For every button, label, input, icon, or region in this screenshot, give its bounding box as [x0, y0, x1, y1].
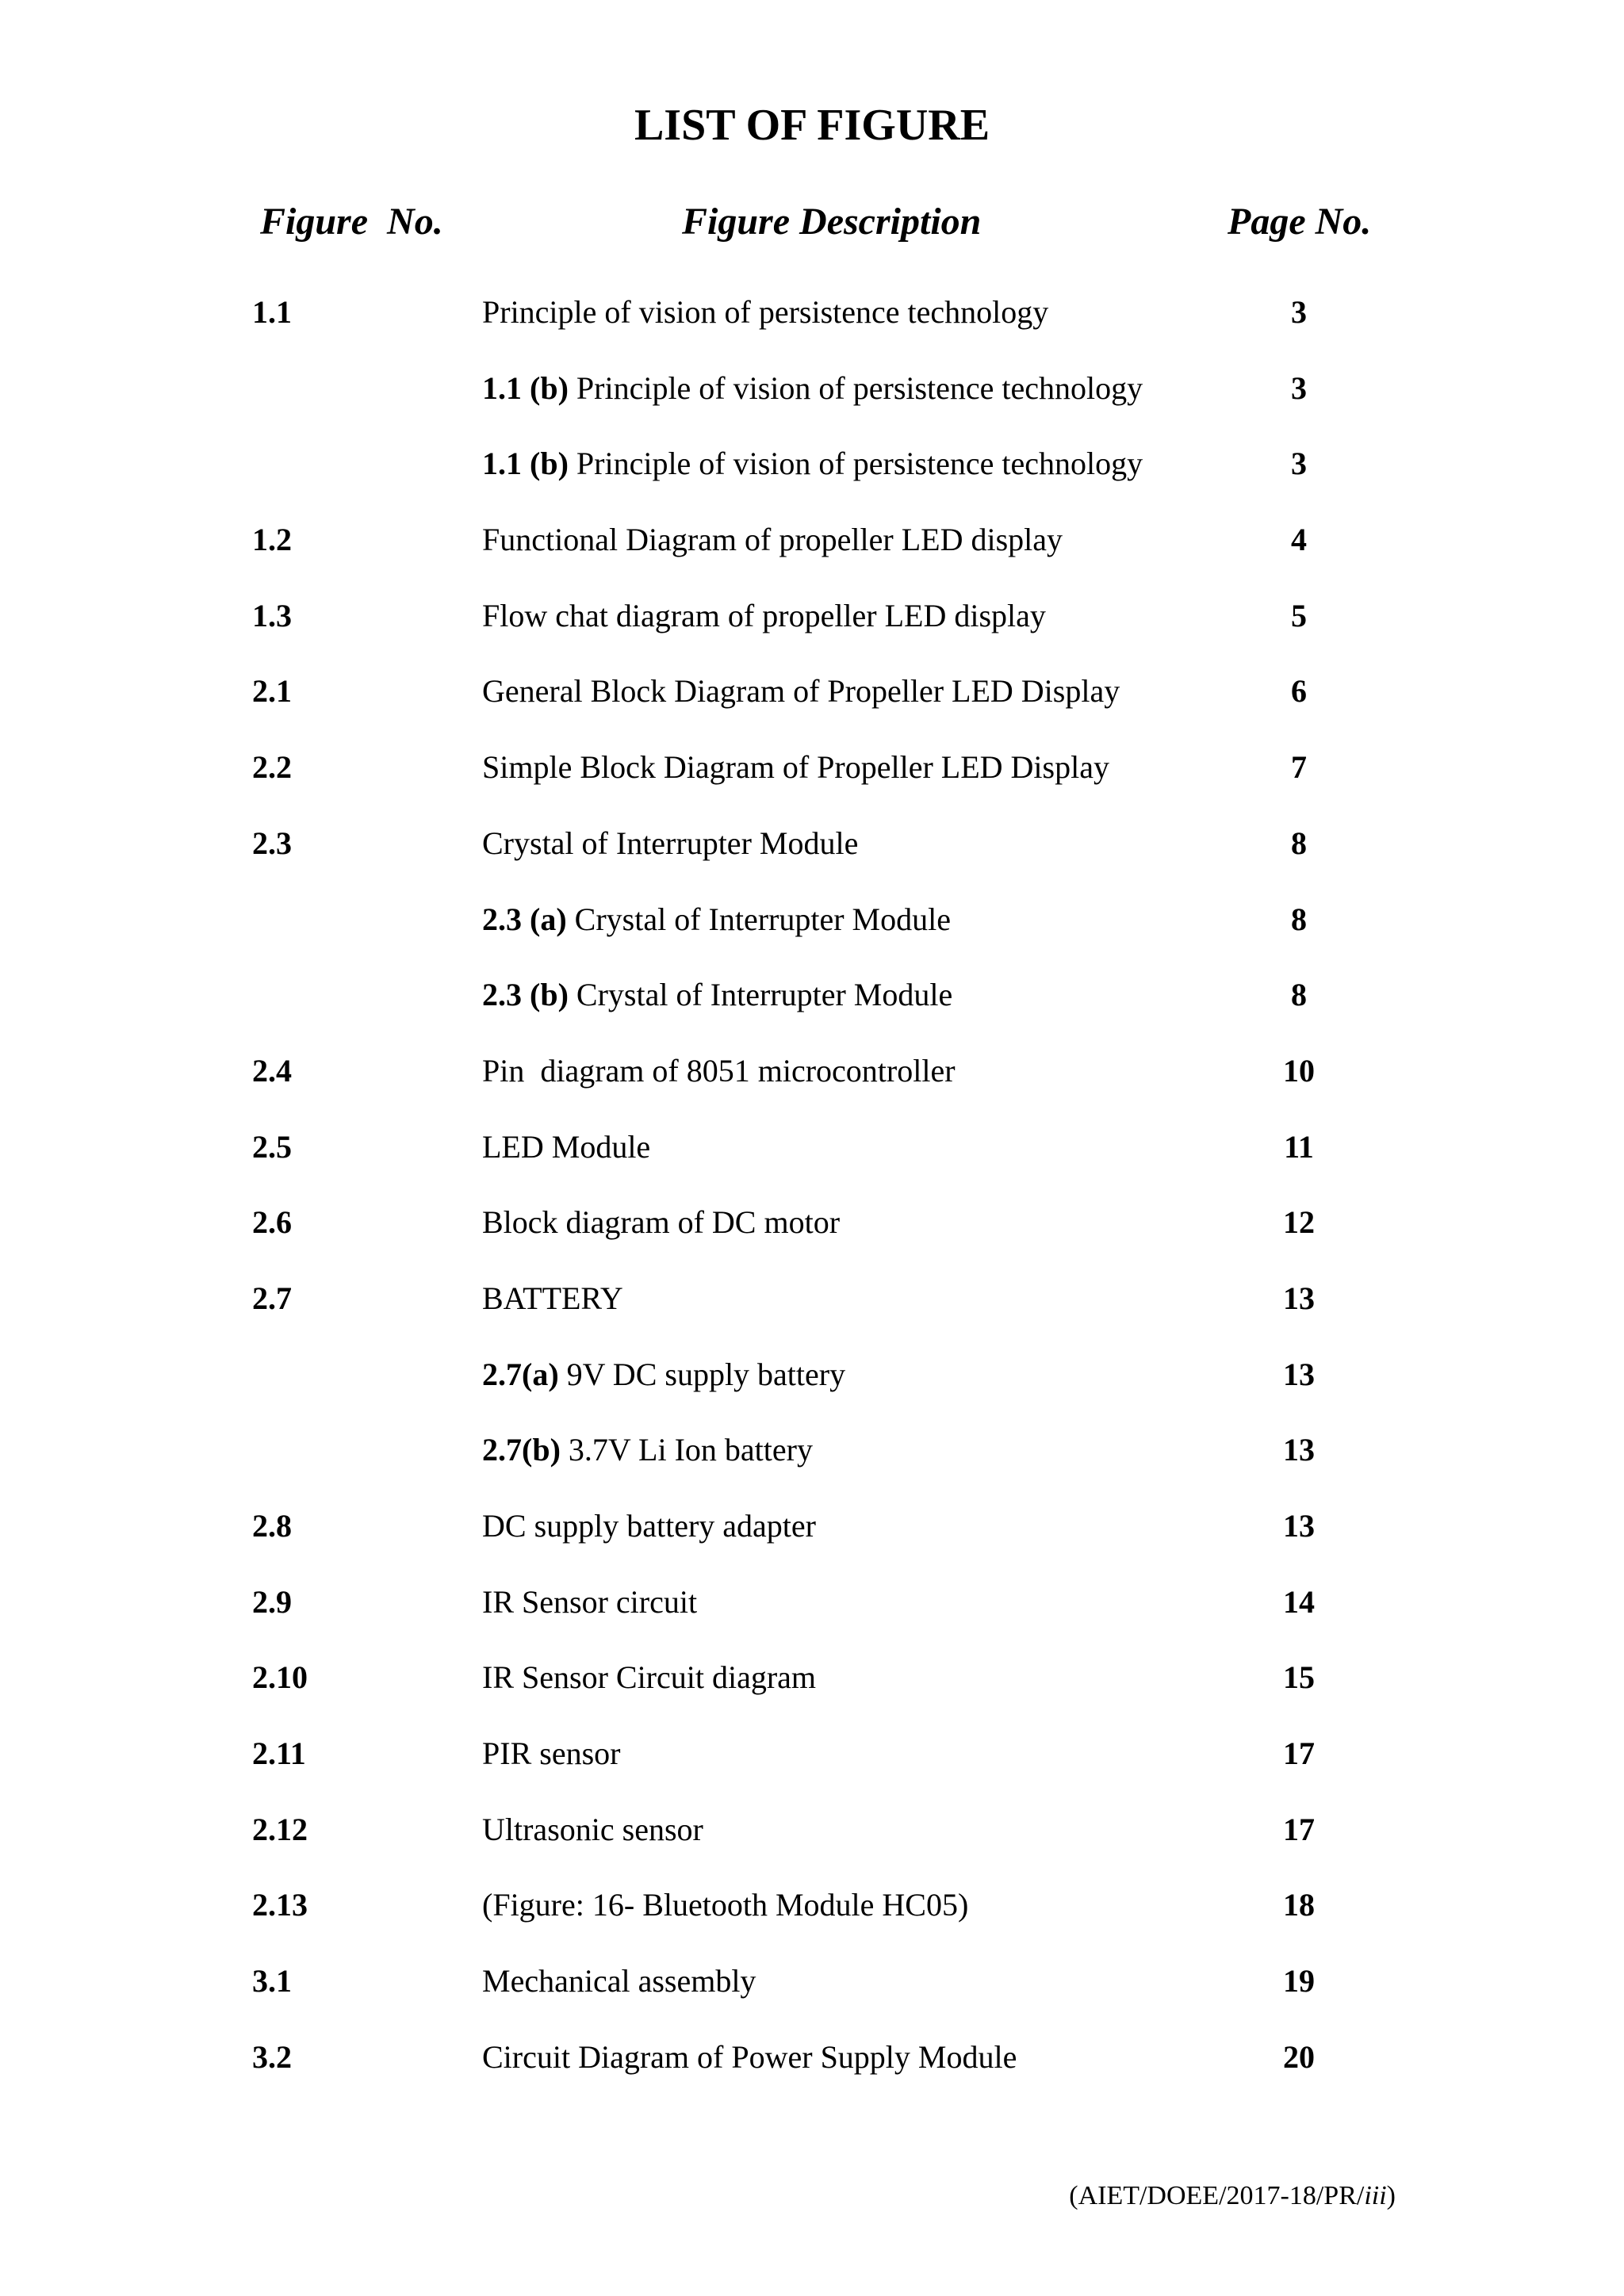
table-row	[0, 1950, 1624, 2026]
header-figure-no: Figure No.	[260, 201, 443, 243]
figure-description	[482, 1722, 620, 1785]
figure-description-text: Simple Block Diagram of Propeller LED Display	[482, 749, 1109, 786]
table-row	[0, 660, 1624, 736]
page-number: 7	[1291, 749, 1307, 786]
figure-number: 1.2	[252, 522, 292, 558]
page-number: 11	[1284, 1128, 1314, 1165]
page-number: 15	[1283, 1659, 1315, 1696]
figure-description-text: Principle of vision of persistence technology	[482, 294, 1049, 330]
figure-subnumber: 2.7(a)	[482, 1356, 559, 1392]
page-number: 3	[1291, 369, 1307, 406]
figure-number: 2.13	[252, 1887, 308, 1923]
table-row	[0, 281, 1624, 357]
table-row	[0, 1039, 1624, 1115]
table-row	[0, 2026, 1624, 2102]
page-number: 17	[1283, 1735, 1315, 1772]
figure-description	[482, 2026, 1017, 2089]
page-number: 6	[1291, 673, 1307, 710]
figure-description	[482, 963, 952, 1027]
figure-description-text: 3.7V Li Ion battery	[560, 1432, 813, 1468]
figure-description-text: Mechanical assembly	[482, 1963, 756, 1999]
figure-number: 2.12	[252, 1811, 308, 1847]
table-row	[0, 1798, 1624, 1874]
figure-subnumber: 2.7(b)	[482, 1432, 561, 1468]
table-row	[0, 1873, 1624, 1950]
table-row	[0, 963, 1624, 1039]
table-row	[0, 432, 1624, 508]
header-page-no: Page No.	[1228, 201, 1372, 243]
page-number: 20	[1283, 2038, 1315, 2075]
table-row	[0, 736, 1624, 812]
figure-description-text: Crystal of Interrupter Module	[568, 977, 953, 1013]
figure-number: 2.3	[252, 825, 292, 861]
figure-subnumber: 2.3 (a)	[482, 901, 567, 937]
page-footer	[1031, 2172, 1396, 2220]
page-title: LIST OF FIGURE	[634, 101, 990, 150]
figure-number: 2.10	[252, 1659, 308, 1696]
page-number: 3	[1291, 294, 1307, 330]
figure-description-text: Crystal of Interrupter Module	[566, 901, 951, 937]
figure-description-text: Flow chat diagram of propeller LED display	[482, 597, 1046, 633]
figure-description-text: BATTERY	[482, 1280, 623, 1316]
figure-number: 3.1	[252, 1963, 292, 1999]
figure-description	[482, 1191, 840, 1254]
figure-number: 2.5	[252, 1128, 292, 1165]
figure-number: 2.6	[252, 1204, 292, 1241]
figure-description	[482, 357, 1143, 420]
page-number: 8	[1291, 977, 1307, 1013]
figure-description	[482, 1950, 756, 2013]
page-number: 8	[1291, 901, 1307, 937]
table-row	[0, 1343, 1624, 1419]
figure-description	[482, 1267, 623, 1330]
page-number: 4	[1291, 522, 1307, 558]
figure-number: 3.2	[252, 2038, 292, 2075]
figure-number: 2.4	[252, 1052, 292, 1089]
figure-number: 2.8	[252, 1508, 292, 1544]
figure-description-text: (Figure: 16- Bluetooth Module HC05)	[482, 1887, 969, 1923]
figure-subnumber: 1.1 (b)	[482, 446, 569, 482]
figure-description-text: Block diagram of DC motor	[482, 1204, 841, 1241]
figure-subnumber: 1.1 (b)	[482, 369, 569, 406]
table-row	[0, 1115, 1624, 1192]
page-number: 19	[1283, 1963, 1315, 1999]
page-number: 5	[1291, 597, 1307, 633]
figure-number: 2.9	[252, 1583, 292, 1620]
figure-description-text: Principle of vision of persistence technology	[568, 446, 1143, 482]
figure-description	[482, 888, 951, 951]
figure-description	[482, 660, 1120, 723]
figure-subnumber: 2.3 (b)	[482, 977, 569, 1013]
table-row	[0, 508, 1624, 584]
page-number: 12	[1283, 1204, 1315, 1241]
figure-description-text: IR Sensor circuit	[482, 1583, 698, 1620]
page-number: 13	[1283, 1280, 1315, 1316]
table-row	[0, 888, 1624, 964]
table-row	[0, 1646, 1624, 1722]
figure-number: 1.1	[252, 294, 292, 330]
page-number: 17	[1283, 1811, 1315, 1847]
figure-description-text: Crystal of Interrupter Module	[482, 825, 859, 861]
table-row	[0, 357, 1624, 433]
figure-description-text: IR Sensor Circuit diagram	[482, 1659, 817, 1696]
footer-page-roman: iii	[1364, 2181, 1387, 2210]
table-row	[0, 1191, 1624, 1267]
page-number: 13	[1283, 1432, 1315, 1468]
figure-description-text: General Block Diagram of Propeller LED Display	[482, 673, 1120, 710]
figure-description	[482, 508, 1063, 572]
figure-description-text: Circuit Diagram of Power Supply Module	[482, 2038, 1017, 2075]
page-number: 3	[1291, 446, 1307, 482]
figure-list	[0, 281, 1624, 2102]
table-row	[0, 1267, 1624, 1343]
figure-description-text: Principle of vision of persistence technology	[568, 369, 1143, 406]
page-number: 13	[1283, 1356, 1315, 1392]
figure-description	[482, 1418, 813, 1482]
page-number: 8	[1291, 825, 1307, 861]
page-number: 14	[1283, 1583, 1315, 1620]
footer-close: )	[1386, 2181, 1396, 2210]
table-row	[0, 1571, 1624, 1647]
header-figure-description: Figure Description	[682, 201, 982, 243]
figure-description	[482, 1115, 650, 1179]
figure-description-text: Pin diagram of 8051 microcontroller	[482, 1052, 956, 1089]
figure-description	[482, 281, 1048, 344]
figure-description	[482, 1646, 816, 1709]
figure-number: 2.1	[252, 673, 292, 710]
figure-number: 2.2	[252, 749, 292, 786]
figure-description	[482, 1873, 968, 1937]
figure-description-text: Functional Diagram of propeller LED display	[482, 522, 1063, 558]
figure-description	[482, 1571, 697, 1634]
figure-number: 1.3	[252, 597, 292, 633]
figure-description	[482, 1494, 816, 1558]
figure-number: 2.7	[252, 1280, 292, 1316]
page-number: 13	[1283, 1508, 1315, 1544]
footer-text: (AIET/DOEE/2017-18/PR/	[1069, 2181, 1365, 2210]
figure-description	[482, 584, 1046, 648]
page-number: 18	[1283, 1887, 1315, 1923]
table-row	[0, 584, 1624, 660]
figure-description-text: DC supply battery adapter	[482, 1508, 816, 1544]
figure-description	[482, 432, 1143, 496]
figure-description-text: Ultrasonic sensor	[482, 1811, 703, 1847]
figure-description	[482, 1343, 845, 1406]
table-row	[0, 1494, 1624, 1571]
figure-number: 2.11	[252, 1735, 306, 1772]
figure-description	[482, 812, 858, 875]
page-number: 10	[1283, 1052, 1315, 1089]
table-header	[0, 190, 1624, 254]
figure-description-text: PIR sensor	[482, 1735, 621, 1772]
figure-description	[482, 1039, 956, 1103]
figure-description	[482, 736, 1109, 799]
table-row	[0, 1418, 1624, 1494]
table-row	[0, 812, 1624, 888]
figure-description-text: LED Module	[482, 1128, 651, 1165]
figure-description	[482, 1798, 703, 1862]
figure-description-text: 9V DC supply battery	[558, 1356, 846, 1392]
table-row	[0, 1722, 1624, 1798]
